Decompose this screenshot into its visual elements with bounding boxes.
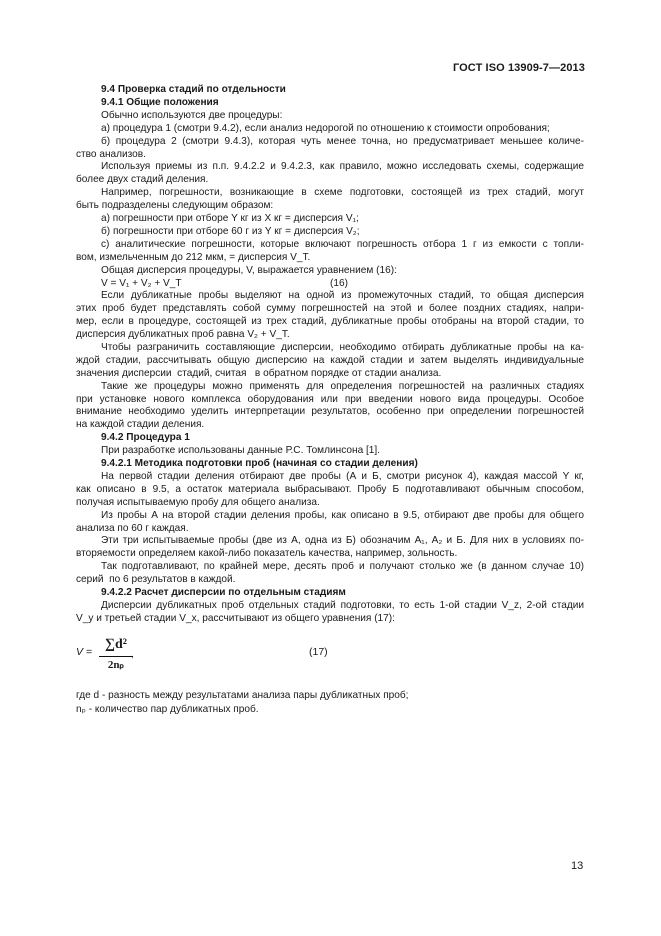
text-line: Общая дисперсия процедуры, V, выражается уравнением (16): xyxy=(101,264,397,276)
text-line: анализа по 60 г каждая. xyxy=(76,522,189,534)
formula-fraction xyxy=(99,634,133,673)
text-line: При разработке использованы данные Р.С. Томлинсона [1]. xyxy=(101,445,381,457)
formula-lhs: V = xyxy=(76,646,93,658)
text-line: Используя приемы из п.п. 9.4.2.2 и 9.4.2.3, как правило, можно исследовать схемы, содержащие xyxy=(101,161,584,173)
page-number: 13 xyxy=(571,860,584,872)
text-line: мер, если в процедуре, состоящей из трех стадий, дубликатные пробы отобраны на второй стадии, то xyxy=(76,316,584,328)
text-line: как описано в 9.5, а остаток материала выбрасывают. Пробу Б подготавливают обычным способом, xyxy=(76,483,584,495)
where-line-2: nₚ - количество пар дубликатных проб. xyxy=(76,704,259,715)
section-heading: 9.4.2.1 Методика подготовки проб (начиная со стадии деления) xyxy=(101,458,418,470)
text-line: Чтобы разграничить составляющие дисперсии, необходимо отбирать дубликатные пробы на ка- xyxy=(101,342,584,354)
text-line: серий по 6 результатов в каждой. xyxy=(76,574,236,586)
section-heading: 9.4 Проверка стадий по отдельности xyxy=(101,84,286,95)
text-line: V = V₁ + V₂ + V_T (16) xyxy=(101,277,348,289)
section-heading: 9.4.1 Общие положения xyxy=(101,96,219,108)
text-line: Если дубликатные пробы выделяют на одной из промежуточных стадий, то общая дисперсия xyxy=(101,290,584,302)
where-line-1: где d - разность между результатами анализа пары дубликатных проб; xyxy=(76,690,409,701)
text-line: на каждой стадии деления. xyxy=(76,419,205,431)
text-line: быть подразделены следующим образом: xyxy=(76,200,274,212)
text-line: этих проб будет представлять собой сумму погрешностей на этой и более поздних стадиях, напри- xyxy=(76,303,584,315)
text-line: Обычно используются две процедуры: xyxy=(101,109,283,121)
text-line: б) погрешности при отборе 60 г из Y кг = дисперсия V₂; xyxy=(101,225,360,237)
text-line: На первой стадии деления отбирают две пробы (А и Б, смотри рисунок 4), каждая массой Y кг, xyxy=(101,471,584,482)
formula-denominator: 2nₚ xyxy=(107,659,125,671)
text-line: Например, погрешности, возникающие в схеме подготовки, состоящей из трех стадий, могут xyxy=(101,187,584,199)
text-line: с) аналитические погрешности, которые включают погрешность отбора 1 г из емкости с топли- xyxy=(101,238,584,250)
text-line: значения дисперсии стадий, считая в обратном порядке от стадии анализа. xyxy=(76,367,442,379)
text-line: V_y и третьей стадии V_x, рассчитывают из общего уравнения (17): xyxy=(76,612,395,624)
text-line: дисперсия дубликатных проб равна V₂ + V_T. xyxy=(76,329,290,341)
text-line: более двух стадий деления. xyxy=(76,174,209,186)
document-code: ГОСТ ISO 13909-7—2013 xyxy=(452,62,585,74)
text-line: Эти три испытываемые пробы (две из А, одна из Б) обозначим А₁, А₂ и Б. Для них в условиях по- xyxy=(101,535,584,547)
formula-number: (17) xyxy=(309,646,328,658)
text-line: получая испытываемую пробу для общего анализа. xyxy=(76,496,320,508)
section-heading: 9.4.2.2 Расчет дисперсии по отдельным стадиям xyxy=(101,587,346,599)
text-line: ждой стадии, рассчитывать общую дисперсию на каждой стадии и затем выделять индивидуальные xyxy=(76,354,584,366)
text-line: вом, измельченным до 212 мкм, = дисперсия V_T. xyxy=(76,251,311,263)
section-heading: 9.4.2 Процедура 1 xyxy=(101,432,190,444)
formula-numerator: ∑d² xyxy=(99,634,133,657)
formula-comma: , xyxy=(131,648,134,660)
text-line: а) погрешности при отборе Y кг из X кг = дисперсия V₁; xyxy=(101,213,359,225)
text-line: Дисперсии дубликатных проб отдельных стадий подготовки, то есть 1-ой стадии V_z, 2-ой стадии xyxy=(101,599,584,611)
formula-17 xyxy=(76,630,584,680)
text-line: а) процедура 1 (смотри 9.4.2), если анализ недорогой по отношению к стоимости опробования; xyxy=(101,122,550,134)
text-line: Такие же процедуры можно применять для определения погрешностей на различных стадиях xyxy=(101,380,584,392)
text-line: Из пробы А на второй стадии деления пробы, как описано в 9.5, отбирают две пробы для общего xyxy=(101,509,584,521)
text-line: вторяемости определяем какой-либо показатель качества, например, зольность. xyxy=(76,548,458,560)
text-line: ство анализов. xyxy=(76,148,146,160)
text-line: б) процедура 2 (смотри 9.4.3), которая чуть менее точна, но предусматривает меньшее количе- xyxy=(101,135,584,147)
document-body xyxy=(76,84,584,626)
text-line: внимание необходимо уделить интерпретации результатов, особенно при определении погрешностей xyxy=(76,406,584,418)
text-line: при установке нового комплекса оборудования или при введении нового вида процедуры. Особое xyxy=(76,393,584,405)
text-line: Так подготавливают, по крайней мере, десять проб и получают столько же (в данном случае 10) xyxy=(101,561,584,573)
